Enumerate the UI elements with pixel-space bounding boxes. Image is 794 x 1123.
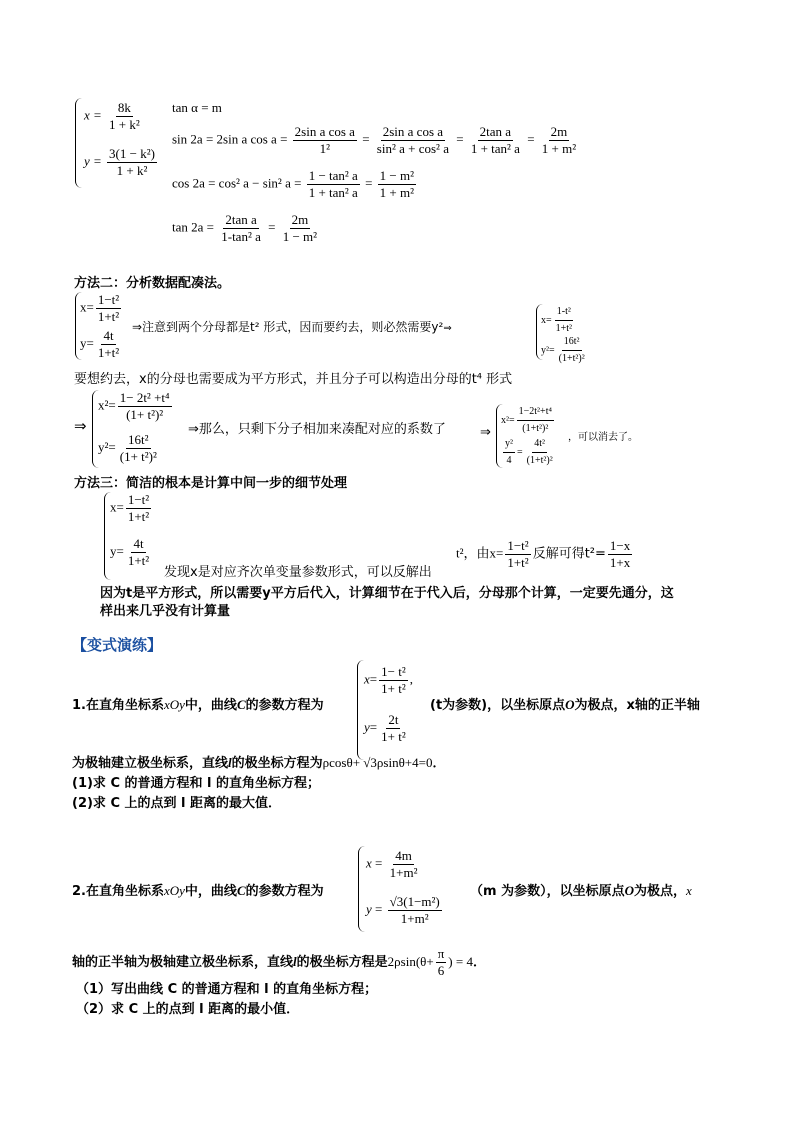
m3-inline: t²，由x= $\frac{\text{1−t²}}{\text{1+t²}}$ 反解可得t²= $\frac{1-x}{1+x}$ — [456, 538, 631, 570]
q2-line2: 轴的正半轴为极轴建立极坐标系，直线l的极坐标方程是2ρsin(θ+ $\frac{\pi}{6}$ ) = 4． — [72, 946, 486, 978]
m2-c-x: x²= $\frac{\text{1−2t²+t⁴}}{\text{(1+t²)²}}$ — [501, 406, 552, 434]
m3-x: x= $\frac{\text{1−t²}}{\text{1+t²}}$ — [110, 492, 150, 524]
method3-heading: 方法三：简洁的根本是计算中间一步的细节处理 — [74, 476, 348, 491]
x-equation: x = $\frac{8k}{\text{1 + k²}}$ — [84, 100, 140, 132]
q1-tail: (t为参数)，以坐标原点O为极点，x轴的正半轴 — [430, 697, 700, 713]
q2-x: x = $\frac{4m}{\text{1+m²}}$ — [366, 848, 418, 880]
system-brace — [357, 660, 364, 760]
q1-y: y= $\frac{2t}{\text{1+ t²}}$ — [364, 712, 406, 744]
q2-lead: 2.在直角坐标系xOy中，曲线C的参数方程为 — [72, 883, 324, 899]
m2-line2: 要想约去，x的分母也需要成为平方形式，并且分子可以构造出分母的t⁴ 形式 — [74, 372, 513, 387]
m3-para1: 因为t是平方形式，所以需要y平方后代入，计算细节在于代入后，分母那个计算，一定要先通分，这 — [100, 586, 674, 601]
m3-text1: 发现x是对应齐次单变量参数形式，可以反解出 — [164, 565, 432, 580]
m3-y: y= $\frac{4t}{\text{1+t²}}$ — [110, 536, 150, 568]
m2-x: x= $\frac{\text{1−t²}}{\text{1+t²}}$ — [80, 292, 120, 324]
q2-sub2: （2）求 C 上的点到 l 距离的最小值． — [76, 1002, 300, 1017]
m2-note2: ⇒那么，只剩下分子相加来凑配对应的系数了 — [188, 422, 446, 437]
q1-sub1: (1)求 C 的普通方程和 l 的直角坐标方程； — [72, 776, 321, 791]
m2-right-y: y²= $\frac{\text{16t²}}{\text{(1+t²)²}}$ — [541, 336, 585, 364]
method2-heading: 方法二：分析数据配凑法。 — [74, 276, 231, 291]
m2-c-y: $\frac{\text{y²}}{4}$ = $\frac{\text{4t²}}{\text{(1+t²)²}}$ — [505, 438, 553, 466]
m2-c-tail: ，可以消去了。 — [568, 432, 638, 443]
q1-line2: 为极轴建立极坐标系，直线l的极坐标方程为ρcosθ+ √3ρsinθ+4=0． — [72, 755, 446, 771]
q1-sub2: (2)求 C 上的点到 l 距离的最大值． — [72, 796, 282, 811]
tan2a-line: tan 2a = $\frac{\text{2tan a}}{\text{1-tan² a}}$ = $\frac{2m}{\text{1 − m²}}$ — [172, 212, 318, 244]
system-brace — [75, 98, 82, 188]
m2-x2: x²= $\frac{\text{1− 2t² +t⁴}}{\text{(1+ t²)²}}$ — [98, 390, 170, 422]
m2-y2: y²= $\frac{\text{16t²}}{\text{(1+ t²)²}}$ — [98, 432, 157, 464]
q2-y: y = $\frac{\text{√3(1−m²)}}{\text{1+m²}}$ — [366, 894, 440, 926]
q1-x: x= $\frac{\text{1− t²}}{\text{1+ t²}}$ , — [364, 664, 413, 696]
arrow: ⇒ — [480, 424, 491, 439]
system-brace — [358, 846, 365, 932]
q2-sub1: （1）写出曲线 C 的普通方程和 l 的直角坐标方程； — [76, 982, 378, 997]
sin2a-line: sin 2a = 2sin a cos a = $\frac{\text{2sin a cos a}}{\text{1²}}$ = $\frac{\text{2sin a cos a}}{\text{sin² a + cos² a}}$ = $\frac{\text{2tan a}}{\text{1 + tan² a}}$ = $\frac{2m}{\text{1 + m²}}$ — [172, 124, 577, 156]
cos2a-line: cos 2a = cos² a − sin² a = $\frac{\text{1 − tan² a}}{\text{1 + tan² a}}$ = $\frac{\text{1 − m²}}{\text{1 + m²}}$ — [172, 168, 415, 200]
m3-para2: 样出来几乎没有计算量 — [100, 604, 231, 619]
m2-y: y= $\frac{4t}{\text{1+t²}}$ — [80, 328, 120, 360]
tan-alpha: tan α = m — [172, 100, 222, 115]
m2-right-x: x= $\frac{\text{1-t²}}{\text{1+t²}}$ — [541, 306, 573, 334]
variant-heading: 【变式演练】 — [72, 636, 163, 654]
arrow: ⇒ — [74, 419, 87, 435]
q2-tail: （m 为参数），以坐标原点O为极点，x — [470, 883, 692, 899]
y-equation: y = $\frac{\text{3(1 − k²)}}{\text{1 + k²}}$ — [84, 146, 155, 178]
q1-lead: 1.在直角坐标系xOy中，曲线C的参数方程为 — [72, 697, 324, 713]
m2-note1: ⇒注意到两个分母都是t² 形式，因而要约去，则必然需要y²⇒ — [132, 320, 452, 334]
